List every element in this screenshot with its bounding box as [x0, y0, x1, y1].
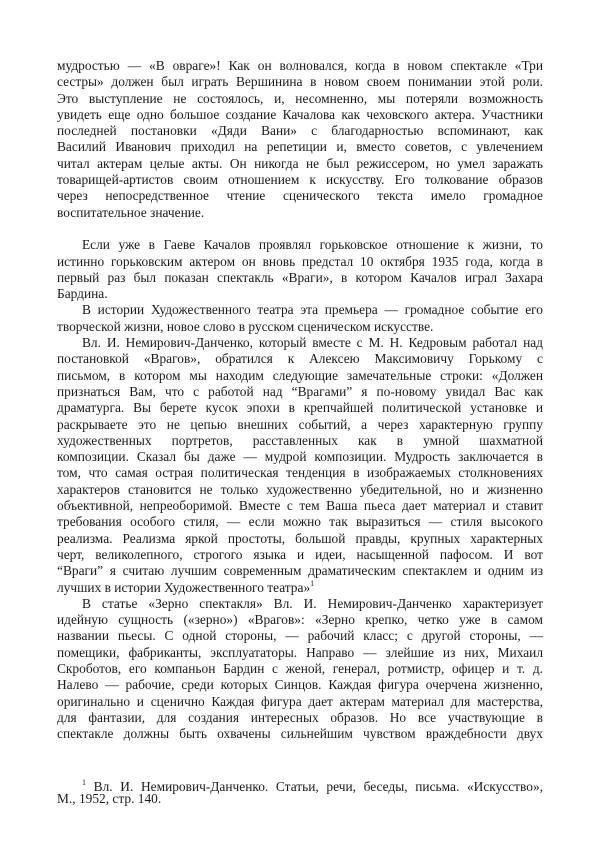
- footnote-line: М., 1952, стр. 140.: [57, 791, 162, 807]
- text-line: [57, 596, 543, 612]
- footnote-text: Вл. И. Немирович-Данченко. Статьи, речи, беседы, письма. «Искусство»,: [93, 779, 543, 795]
- text-line: [57, 710, 543, 726]
- text-line: [57, 286, 543, 302]
- paragraph: [57, 58, 543, 221]
- line-text: Бардина.: [57, 286, 108, 302]
- line-text: В статье «Зерно спектакля» Вл. И. Немирович-Данченко характеризует: [82, 595, 543, 611]
- line-text: Скроботов, его компаньон Бардин с женой, генерал, ротмистр, офицер и т. д.: [57, 660, 543, 676]
- paragraph-gap: [57, 221, 543, 237]
- text-line: [57, 123, 543, 139]
- text-line: [57, 139, 543, 155]
- line-text: художественных портретов, расставленных как в умной шахматной: [57, 432, 543, 448]
- line-text: драматурга. Вы берете кусок эпохи в крепчайшей политической установке и: [57, 400, 543, 416]
- text-line: [57, 417, 543, 433]
- line-text: товарищей-артистов своим отношением к искусству. Его толкование образов: [57, 172, 543, 188]
- text-line: [57, 498, 543, 514]
- text-line: [57, 514, 543, 530]
- line-text: истинно горьковским актером он вновь предстал 10 октября 1935 года, когда в: [57, 253, 543, 269]
- line-text: Вл. И. Немирович-Данченко, который вместе с М. Н. Кедровым работал над: [82, 335, 543, 351]
- line-text: увидеть еще одно большое создание Качалова как чеховского актера. Участники: [57, 106, 543, 122]
- line-text: “Враги” я считаю лучшим современным драматическим спектаклем и одним из: [57, 563, 543, 579]
- text-line: [57, 661, 543, 677]
- line-text: мудростью — «В овраге»! Как он волновался, когда в новом спектакле «Три: [57, 58, 543, 73]
- text-line: [57, 482, 543, 498]
- text-line: [57, 58, 543, 74]
- text-line: [57, 319, 543, 335]
- text-line: [57, 726, 543, 742]
- line-text: названии пьесы. С одной стороны, — рабочий класс; с другой стороны, —: [57, 628, 543, 644]
- line-text: первый раз был показан спектакль «Враги», в котором Качалов играл Захара: [57, 269, 543, 285]
- line-text: постановкой «Врагов», обратился к Алексею Максимовичу Горькому с: [57, 351, 543, 367]
- text-line: [57, 172, 543, 188]
- text-line: [57, 465, 543, 481]
- line-text: признаться Вам, что с работой над “Врагами” я по-новому увидал Вас как: [57, 383, 543, 399]
- text-line: [57, 156, 543, 172]
- footnote-separator-space: [57, 742, 543, 775]
- text-line: [57, 237, 543, 253]
- text-line: [57, 302, 543, 318]
- line-text: для фантазии, для создания интересных образов. Но все участвующие в: [57, 709, 543, 725]
- line-text: через непосредственное чтение сценического текста имело громадное: [57, 188, 543, 204]
- line-text: творческой жизни, новое слово в русском сценическом искусстве.: [57, 318, 434, 334]
- line-text: оригинально и сценично Каждая фигура дает актерам материал для мастерства,: [57, 693, 543, 709]
- line-text: композиции. Сказал бы даже — мудрой композиции. Мудрость заключается в: [57, 449, 543, 465]
- text-line: [57, 547, 543, 563]
- footnote-mark: 1: [82, 778, 86, 788]
- line-text: реализма. Реализма яркой простоты, большой правды, крупных характерных: [57, 530, 543, 546]
- text-line: [57, 612, 543, 628]
- line-text: том, что самая острая политическая тенденция в изображаемых столкновениях: [57, 465, 543, 481]
- line-text: объективной, непреоборимой. Вместе с тем Ваша пьеса дает материал и ставит: [57, 498, 543, 514]
- text-line: [57, 335, 543, 351]
- line-text: помещики, фабриканты, эксплуататоры. Направо — злейшие из них, Михаил: [57, 644, 543, 660]
- text-line: [57, 531, 543, 547]
- line-text: В истории Художественного театра эта премьера — громадное событие его: [82, 302, 543, 318]
- paragraph: [57, 335, 543, 596]
- text-line: [57, 205, 543, 221]
- line-text: идейную сущность («зерно») «Врагов»: «Зерно крепко, четко уже в самом: [57, 612, 543, 628]
- line-text: воспитательное значение.: [57, 204, 205, 220]
- text-line: [57, 91, 543, 107]
- text-line: [57, 563, 543, 579]
- paragraph: [57, 596, 543, 743]
- line-text: Если уже в Гаеве Качалов проявлял горьковское отношение к жизни, то: [82, 237, 543, 253]
- paragraph: [57, 302, 543, 335]
- footnote-reference: 1: [310, 578, 315, 588]
- paragraph: [57, 237, 543, 302]
- text-line: [57, 107, 543, 123]
- text-line: [57, 254, 543, 270]
- text-line: [57, 433, 543, 449]
- line-text: спектакле должны быть охвачены сильнейшим чувством враждебности двух: [57, 726, 543, 742]
- line-text: читал актерам целые акты. Он никогда не был режиссером, но умел заражать: [57, 155, 543, 171]
- text-line: [57, 74, 543, 90]
- footnote-line: [57, 775, 543, 795]
- text-line: [57, 384, 543, 400]
- text-line: [57, 270, 543, 286]
- footnote: [57, 775, 543, 808]
- text-line: [57, 645, 543, 661]
- body-text: [57, 58, 543, 742]
- line-text: Василий Иванович приходил на репетиции и, вместо советов, с увлечением: [57, 139, 543, 155]
- line-text: требования особого стиля, — если можно так выразиться — стиля высокого: [57, 514, 543, 530]
- document-page: [57, 58, 543, 808]
- text-line: [57, 351, 543, 367]
- text-line: [57, 694, 543, 710]
- line-text: Это выступление не состоялось, и, несомненно, мы потеряли возможность: [57, 90, 543, 106]
- line-text: Налево — рабочие, среди которых Синцов. Каждая фигура очерчена жизненно,: [57, 677, 543, 693]
- text-line: [57, 580, 543, 596]
- line-text: черт, великолепного, строгого языка и идеи, насыщенной пафосом. И вот: [57, 546, 543, 562]
- text-line: [57, 677, 543, 693]
- text-line: [57, 628, 543, 644]
- text-line: [57, 368, 543, 384]
- line-text: письмом, в котором мы находим следующие замечательные строки: «Должен: [57, 367, 543, 383]
- line-text: раскрываете это не цепью внешних событий, а через характерную группу: [57, 416, 543, 432]
- line-text: характеров становится не только художественно убедительной, но и жизненно: [57, 481, 543, 497]
- line-text: лучших в истории Художественного театра»: [57, 579, 311, 595]
- text-line: [57, 400, 543, 416]
- text-line: [57, 188, 543, 204]
- text-line: [57, 449, 543, 465]
- line-text: сестры» должен был играть Вершинина в новом своем понимании этой роли.: [57, 74, 543, 90]
- line-text: последней постановки «Дяди Вани» с благодарностью вспоминают, как: [57, 123, 543, 139]
